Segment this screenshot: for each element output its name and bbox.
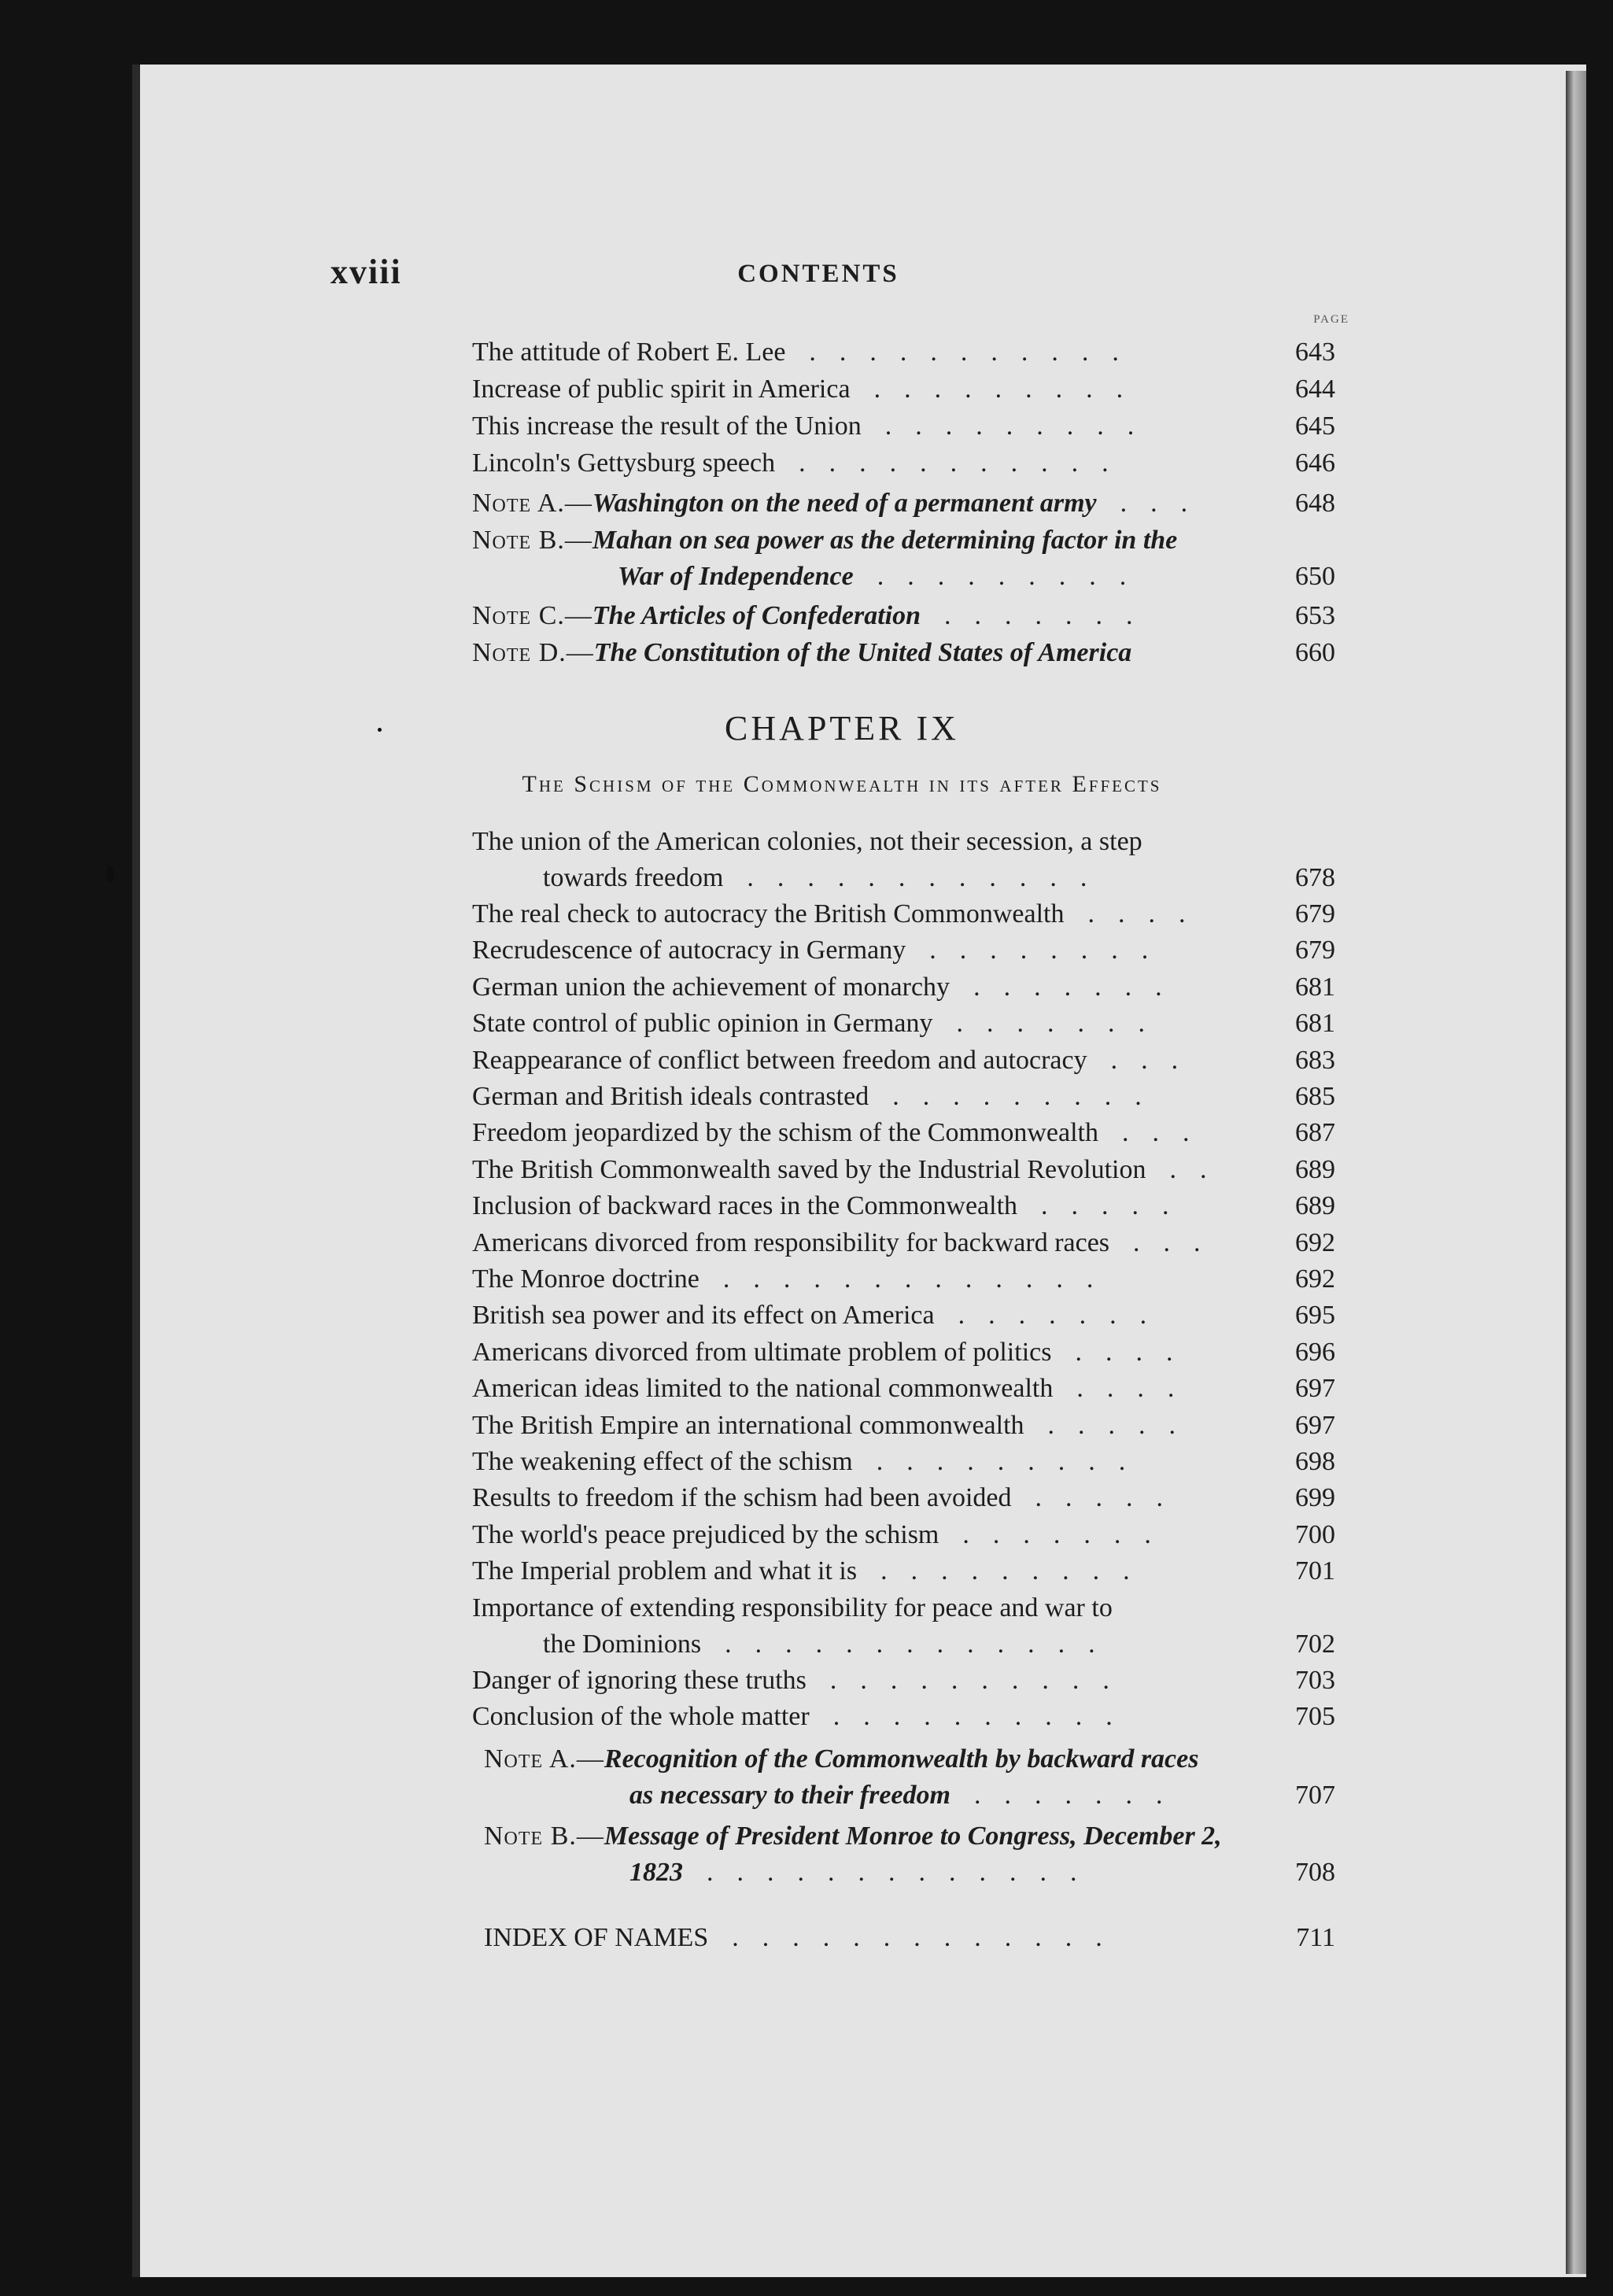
leader-dots: ....... xyxy=(956,1009,1168,1039)
entry-text: The Constitution of the United States of America xyxy=(593,638,1132,667)
toc-note-continuation[interactable] xyxy=(472,1777,1335,1814)
entry-text: Importance of extending responsibility for peace and war to xyxy=(472,1593,1113,1622)
entry-page-number: 679 xyxy=(1295,899,1335,928)
leader-dots: .... xyxy=(1075,1337,1197,1367)
entry-text: Results to freedom if the schism had been avoided xyxy=(472,1483,1012,1513)
toc-entry[interactable] xyxy=(472,1152,1335,1188)
note-prefix: Note B.— xyxy=(472,526,592,555)
toc-note[interactable] xyxy=(472,485,1335,522)
entry-label xyxy=(472,408,862,445)
entry-text: Message of President Monroe to Congress, December 2, xyxy=(603,1822,1222,1851)
toc-entry[interactable] xyxy=(472,1517,1335,1553)
entry-label xyxy=(472,896,1064,932)
entry-page-number: 707 xyxy=(1295,1781,1335,1811)
entry-label xyxy=(472,485,1097,522)
entry-text: German union the achievement of monarchy xyxy=(472,972,950,1002)
running-title: CONTENTS xyxy=(737,260,899,288)
entry-label xyxy=(618,559,854,595)
entry-text: Danger of ignoring these truths xyxy=(472,1665,806,1695)
entry-label xyxy=(472,1334,1051,1371)
toc-entry[interactable] xyxy=(472,408,1335,445)
entry-page-number: 692 xyxy=(1295,1264,1335,1294)
entry-label xyxy=(543,1626,701,1663)
entry-label xyxy=(472,1699,810,1735)
entry-label xyxy=(472,598,921,634)
entry-page-number: 689 xyxy=(1295,1154,1335,1184)
entry-label xyxy=(484,1920,708,1956)
leader-dots: ......... xyxy=(877,562,1150,591)
toc-entry[interactable] xyxy=(472,1553,1335,1589)
leader-dots: ......... xyxy=(876,1447,1150,1476)
note-prefix: Note D.— xyxy=(472,638,594,667)
entry-text: Washington on the need of a permanent army xyxy=(592,489,1097,518)
toc-entry[interactable] xyxy=(472,969,1335,1006)
toc-entry[interactable] xyxy=(472,1444,1335,1480)
entry-label xyxy=(472,1261,699,1297)
leader-dots: ......... xyxy=(873,375,1147,404)
entry-page-number: 679 xyxy=(1295,936,1335,965)
entry-page-number: 646 xyxy=(1295,448,1335,478)
entry-label xyxy=(472,334,785,371)
leader-dots: ....... xyxy=(944,601,1157,630)
note-prefix: Note A.— xyxy=(472,489,592,518)
leader-dots: .... xyxy=(1087,899,1209,928)
note-prefix: Note C.— xyxy=(472,601,592,630)
entry-text: Mahan on sea power as the determining factor in the xyxy=(592,526,1178,555)
entry-text: INDEX OF NAMES xyxy=(484,1923,709,1952)
entry-text: German and British ideals contrasted xyxy=(472,1082,869,1111)
entry-text: State control of public opinion in Germany xyxy=(472,1009,933,1039)
entry-page-number: 695 xyxy=(1295,1301,1335,1331)
entry-label xyxy=(472,1115,1098,1151)
entry-label xyxy=(472,1444,853,1480)
entry-text: The weakening effect of the schism xyxy=(472,1447,853,1476)
leader-dots: ......... xyxy=(880,1556,1153,1586)
leader-dots: ....... xyxy=(973,972,1186,1002)
entry-text: Conclusion of the whole matter xyxy=(472,1702,810,1731)
toc-entry[interactable] xyxy=(472,1261,1335,1297)
entry-label xyxy=(472,1553,857,1589)
leader-dots: ............. xyxy=(732,1923,1126,1952)
entry-text: Recrudescence of autocracy in Germany xyxy=(472,936,906,965)
leader-dots: ............ xyxy=(747,863,1111,892)
leader-dots: ....... xyxy=(973,1781,1187,1811)
toc-entry[interactable] xyxy=(472,1334,1335,1371)
entry-label xyxy=(543,860,723,896)
toc-entry[interactable] xyxy=(472,371,1335,408)
entry-page-number: 703 xyxy=(1295,1665,1335,1695)
leader-dots: ... xyxy=(1120,489,1212,518)
entry-label xyxy=(472,1152,1146,1188)
entry-page-number: 687 xyxy=(1295,1118,1335,1148)
entry-page-number: 648 xyxy=(1295,489,1335,518)
leader-dots: .......... xyxy=(829,1665,1133,1695)
entry-page-number: 678 xyxy=(1295,863,1335,892)
entry-text: The British Commonwealth saved by the Industrial Revolution xyxy=(472,1154,1146,1184)
entry-page-number: 708 xyxy=(1295,1858,1335,1888)
entry-label xyxy=(472,1590,1113,1626)
toc-entry[interactable] xyxy=(472,896,1335,932)
leader-dots: ......... xyxy=(884,412,1158,441)
entry-text: Americans divorced from responsibility for backward races xyxy=(472,1227,1110,1257)
running-head xyxy=(330,252,1353,326)
toc-note[interactable] xyxy=(472,598,1335,634)
toc-entry[interactable] xyxy=(472,1663,1335,1699)
entry-text: Americans divorced from ultimate problem of politics xyxy=(472,1337,1052,1367)
entry-text: The union of the American colonies, not their secession, a step xyxy=(472,827,1142,856)
entry-page-number: 692 xyxy=(1295,1227,1335,1257)
entry-text: Recognition of the Commonwealth by backward races xyxy=(603,1744,1199,1774)
leader-dots: ............. xyxy=(725,1629,1119,1659)
toc-entry-continuation[interactable] xyxy=(472,1626,1335,1663)
entry-text: The Imperial problem and what it is xyxy=(472,1556,858,1586)
entry-text: towards freedom xyxy=(543,863,724,892)
entry-text: Increase of public spirit in America xyxy=(472,375,851,404)
entry-text: The real check to autocracy the British Commonwealth xyxy=(472,899,1065,928)
entry-text: Lincoln's Gettysburg speech xyxy=(472,448,776,478)
entry-label xyxy=(472,1188,1017,1224)
entry-text: The Articles of Confederation xyxy=(592,601,921,630)
entry-label xyxy=(472,824,1142,860)
toc-entry[interactable] xyxy=(472,1371,1335,1407)
entry-label xyxy=(472,522,1177,559)
note-prefix: Note B.— xyxy=(484,1822,604,1851)
entry-page-number: 702 xyxy=(1295,1629,1335,1659)
entry-label xyxy=(472,1043,1087,1079)
entry-text: The British Empire an international commonwealth xyxy=(472,1410,1024,1440)
folio: xviii xyxy=(330,253,402,291)
entry-text: War of Independence xyxy=(618,562,854,591)
entry-page-number: 711 xyxy=(1296,1923,1335,1952)
leader-dots: ....... xyxy=(962,1519,1175,1549)
toc-entry[interactable] xyxy=(472,1225,1335,1261)
entry-page-number: 697 xyxy=(1295,1410,1335,1440)
toc-entry[interactable] xyxy=(472,1188,1335,1224)
entry-page-number: 700 xyxy=(1295,1519,1335,1549)
entry-label xyxy=(472,1006,932,1042)
leader-dots: .......... xyxy=(832,1702,1136,1731)
entry-page-number: 698 xyxy=(1295,1447,1335,1476)
toc-note-continuation[interactable] xyxy=(472,559,1335,595)
entry-text: The attitude of Robert E. Lee xyxy=(472,338,786,367)
entry-label xyxy=(472,969,950,1006)
entry-text: American ideas limited to the national commonwealth xyxy=(472,1374,1054,1404)
leader-dots: ............. xyxy=(722,1264,1117,1294)
entry-label xyxy=(472,635,1131,671)
entry-page-number: 683 xyxy=(1295,1045,1335,1075)
entry-page-number: 681 xyxy=(1295,972,1335,1002)
leader-dots: ........ xyxy=(929,936,1172,965)
entry-page-number: 697 xyxy=(1295,1374,1335,1404)
entry-page-number: 645 xyxy=(1295,412,1335,441)
toc-note-continuation[interactable] xyxy=(472,1855,1335,1891)
entry-page-number: 653 xyxy=(1295,601,1335,630)
entry-page-number: 699 xyxy=(1295,1483,1335,1513)
entry-label xyxy=(472,445,775,482)
leader-dots: ..... xyxy=(1035,1483,1187,1513)
entry-text: The world's peace prejudiced by the schism xyxy=(472,1519,939,1549)
entry-text: 1823 xyxy=(629,1858,683,1888)
entry-label xyxy=(484,1741,1198,1777)
toc-entry[interactable] xyxy=(472,1115,1335,1151)
leader-dots: .... xyxy=(1076,1374,1198,1404)
entry-page-number: 685 xyxy=(1295,1082,1335,1111)
leader-dots: ... xyxy=(1110,1045,1202,1075)
leader-dots: ............. xyxy=(707,1858,1101,1888)
scan-speck xyxy=(378,728,382,732)
chapter-subtitle: The Schism of the Commonwealth in its after Effects xyxy=(522,771,1162,797)
entry-label xyxy=(629,1855,683,1891)
entry-page-number: 705 xyxy=(1295,1702,1335,1731)
leader-dots: .. xyxy=(1169,1154,1231,1184)
entry-text: British sea power and its effect on America xyxy=(472,1301,935,1331)
toc-entry[interactable] xyxy=(472,445,1335,482)
leader-dots: ........... xyxy=(809,338,1142,367)
toc-entry-continuation[interactable] xyxy=(472,860,1335,896)
index-entry[interactable] xyxy=(472,1920,1335,1956)
scan-speck xyxy=(106,866,114,883)
entry-page-number: 644 xyxy=(1295,375,1335,404)
leader-dots: ... xyxy=(1133,1227,1224,1257)
entry-label xyxy=(472,1480,1012,1516)
toc-entry[interactable] xyxy=(472,1006,1335,1042)
entry-label xyxy=(472,1297,935,1334)
entry-label xyxy=(472,1371,1053,1407)
entry-page-number: 650 xyxy=(1295,562,1335,591)
entry-label xyxy=(484,1818,1222,1855)
entry-page-number: 681 xyxy=(1295,1009,1335,1039)
entry-text: the Dominions xyxy=(543,1629,702,1659)
leader-dots: ......... xyxy=(892,1082,1165,1111)
entry-label xyxy=(472,1408,1024,1444)
toc-entry[interactable] xyxy=(472,1408,1335,1444)
toc-entry[interactable] xyxy=(472,334,1335,371)
page-edge xyxy=(1566,71,1586,2274)
entry-label xyxy=(472,1225,1109,1261)
entry-text: as necessary to their freedom xyxy=(629,1781,950,1811)
entry-label xyxy=(472,932,906,969)
entry-text: This increase the result of the Union xyxy=(472,412,862,441)
entry-page-number: 701 xyxy=(1295,1556,1335,1586)
toc-entry[interactable] xyxy=(472,824,1335,860)
entry-page-number: 696 xyxy=(1295,1337,1335,1367)
entry-page-number: 643 xyxy=(1295,338,1335,367)
leader-dots: ..... xyxy=(1041,1191,1193,1221)
toc-note[interactable] xyxy=(472,1818,1335,1855)
page-column-label: PAGE xyxy=(1313,313,1349,326)
entry-label xyxy=(472,371,851,408)
toc-entry[interactable] xyxy=(472,1480,1335,1516)
toc-entry[interactable] xyxy=(472,932,1335,969)
toc-entry[interactable] xyxy=(472,1079,1335,1115)
toc-entry[interactable] xyxy=(472,1297,1335,1334)
leader-dots: ... xyxy=(1121,1118,1213,1148)
entry-page-number: 660 xyxy=(1295,638,1335,667)
note-prefix: Note A.— xyxy=(484,1744,604,1774)
entry-label xyxy=(472,1663,806,1699)
toc-note[interactable] xyxy=(472,635,1335,671)
entry-label xyxy=(472,1079,869,1115)
leader-dots: ..... xyxy=(1047,1410,1200,1440)
chapter-heading: CHAPTER IX xyxy=(725,709,959,747)
toc-note[interactable] xyxy=(472,1741,1335,1777)
toc-note[interactable] xyxy=(472,522,1335,559)
entry-page-number: 689 xyxy=(1295,1191,1335,1221)
leader-dots: ........... xyxy=(799,448,1132,478)
entry-label xyxy=(472,1517,939,1553)
toc-entry[interactable] xyxy=(472,1590,1335,1626)
entry-text: The Monroe doctrine xyxy=(472,1264,699,1294)
toc-entry[interactable] xyxy=(472,1699,1335,1735)
toc-entry[interactable] xyxy=(472,1043,1335,1079)
entry-text: Freedom jeopardized by the schism of the Commonwealth xyxy=(472,1118,1098,1148)
entry-text: Inclusion of backward races in the Commonwealth xyxy=(472,1191,1018,1221)
entry-text: Reappearance of conflict between freedom and autocracy xyxy=(472,1045,1087,1075)
leader-dots: ....... xyxy=(958,1301,1171,1331)
entry-label xyxy=(629,1777,950,1814)
